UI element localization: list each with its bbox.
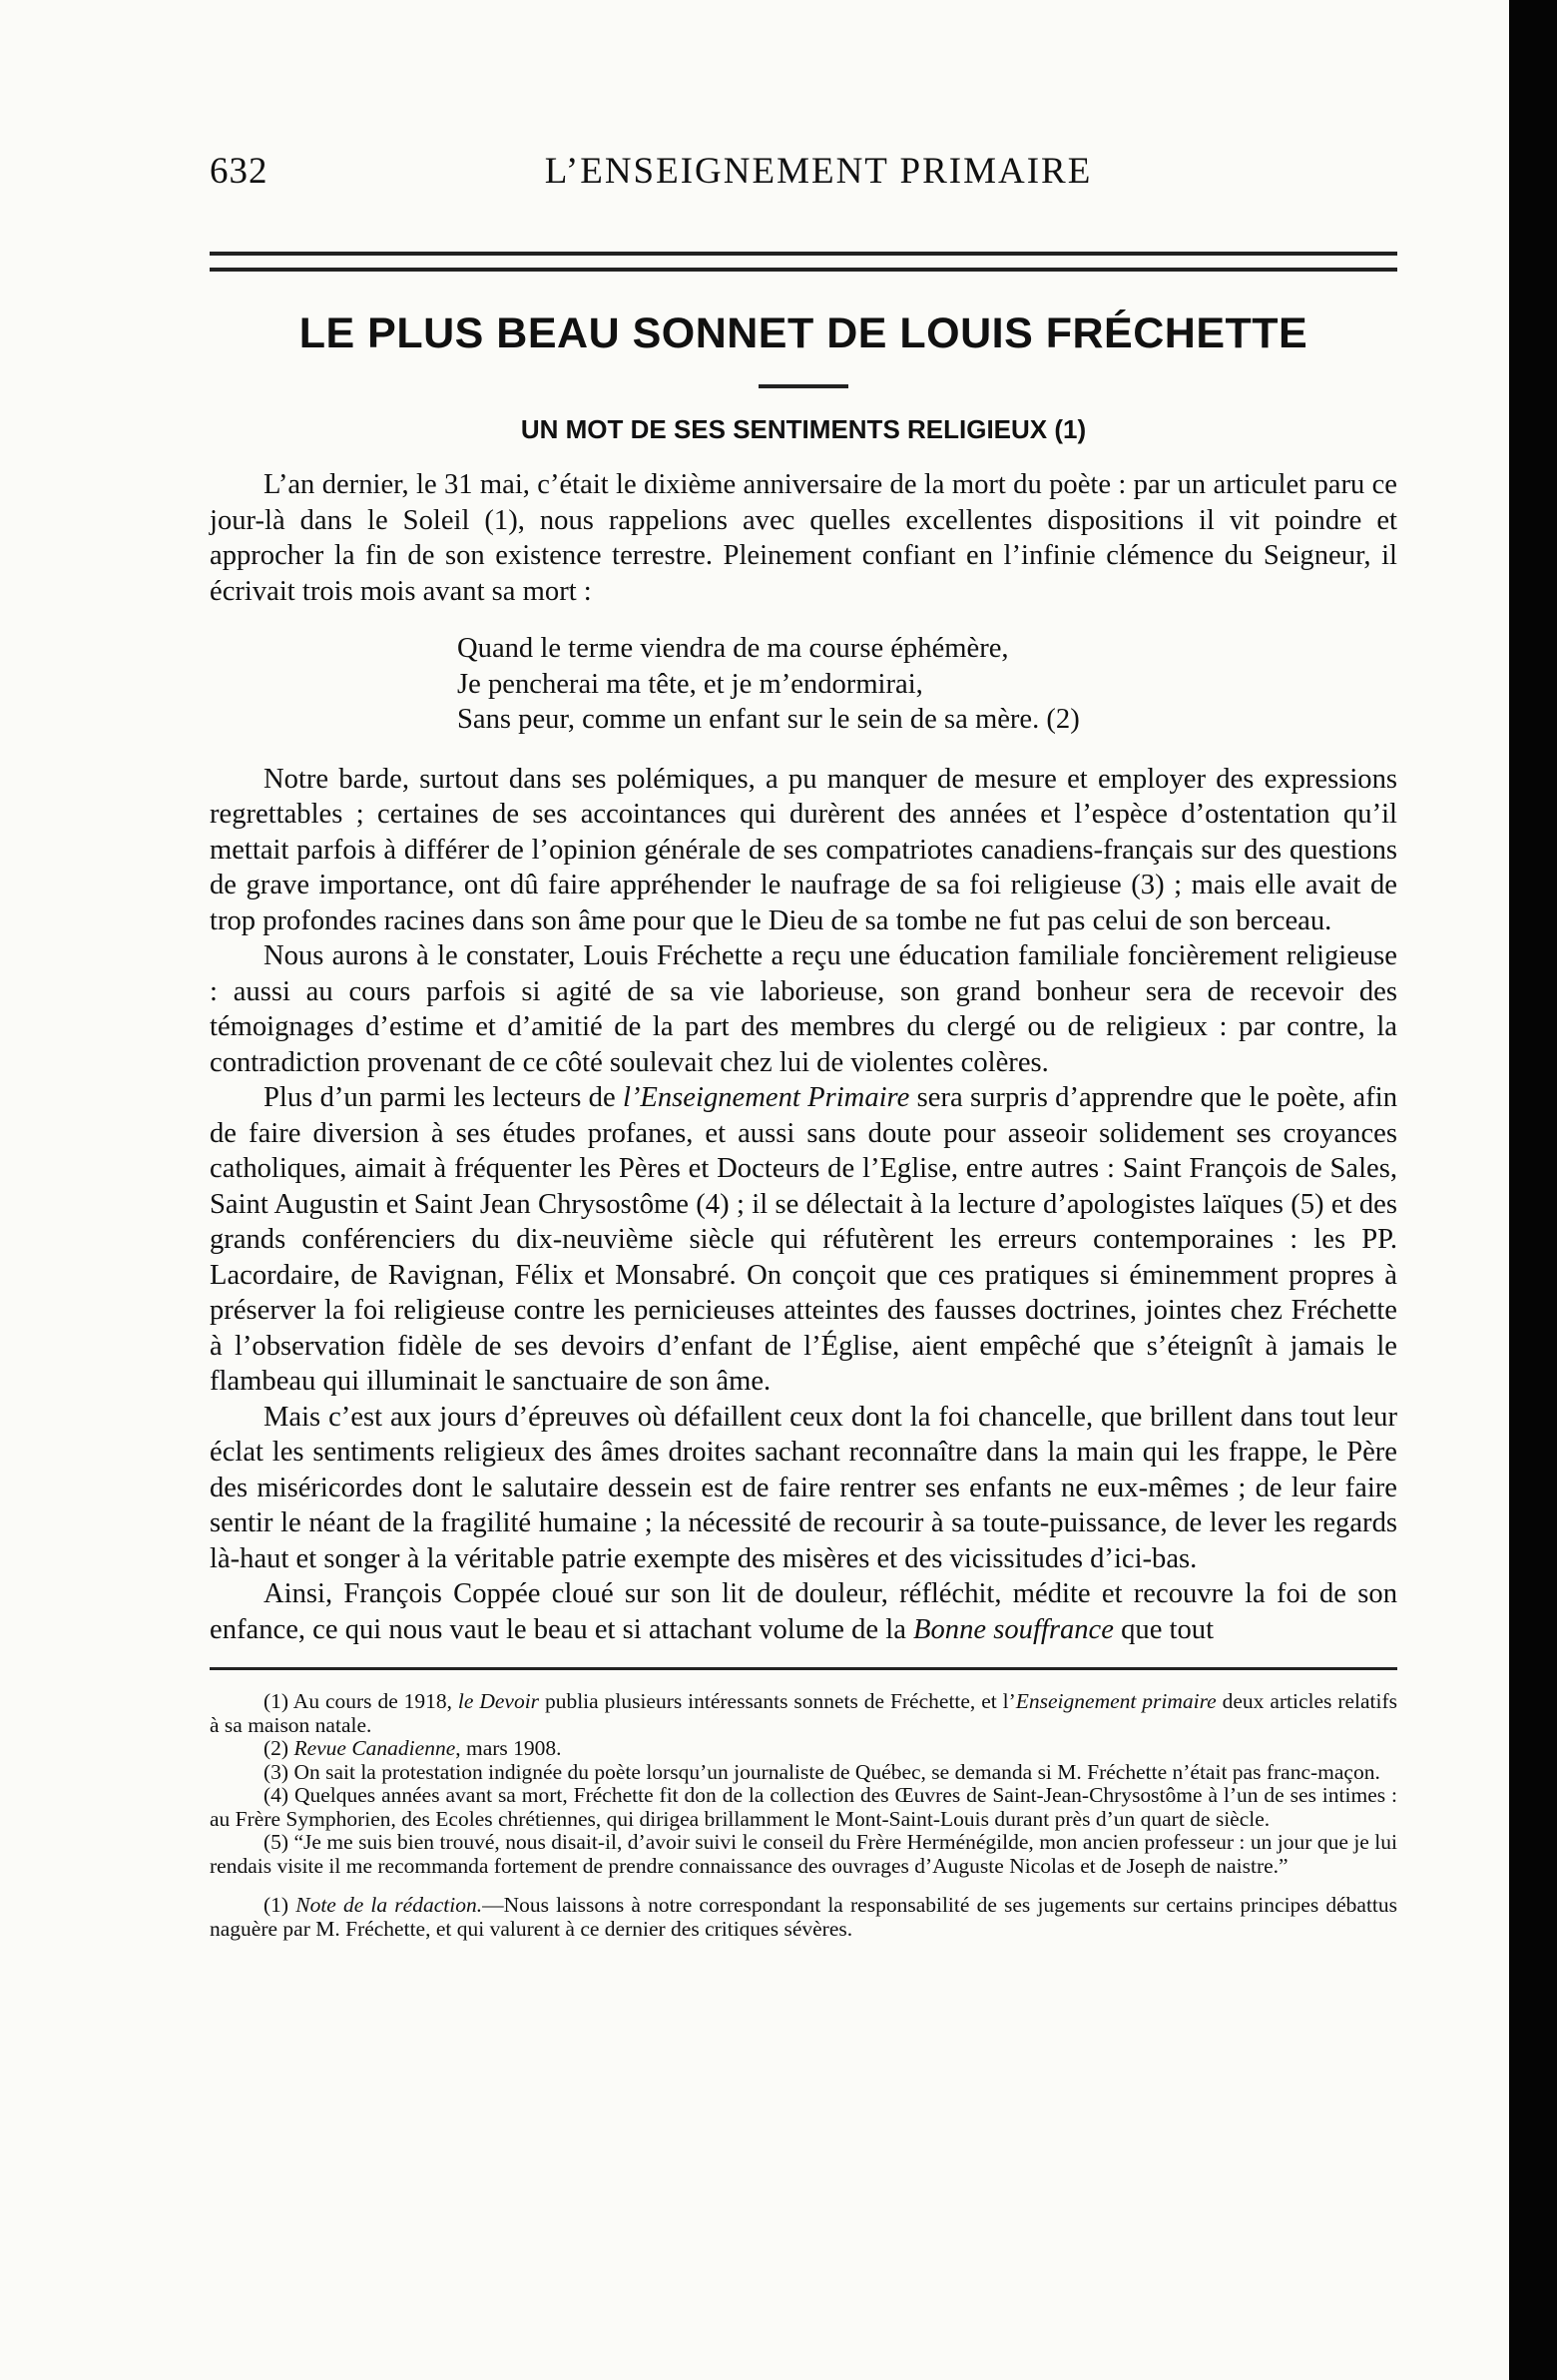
header-double-rule <box>210 252 1397 272</box>
verse-line-3: Sans peur, comme un enfant sur le sein de sa mère. (2) <box>457 704 1080 735</box>
footnote-2: (2) Revue Canadienne, mars 1908. <box>263 1736 562 1760</box>
journal-title: L’ENSEIGNEMENT PRIMAIRE <box>544 151 1093 192</box>
article-title: LE PLUS BEAU SONNET DE LOUIS FRÉCHETTE <box>298 309 1308 357</box>
paragraph-4-text-continued: sera surpris d’apprendre que le poète, afin de faire diversion à ses études profanes, et aussi sans doute pour asseoir solidement ses croyances catholiques, aimait à fréquenter les Pères et Docteurs de l’Eglise, entre autres : Saint François de Sales, Saint Augustin et Saint Jean Chrysostôme (4) ; il se délectait à la lecture d’apologistes laïques (5) et des grands conférenciers du dix-neuvième siècle qui réfutèrent les erreurs contemporaines : les PP. Lacordaire, de Ravignan, Félix et Monsabré. On conçoit que ces pratiques si éminemment propres à préserver la foi religieuse contre les pernicieuses atteintes des fausses doctrines, jointes chez Fréchette à l’observation fidèle de ses devoirs d’enfant de l’Église, aient empêché que s’éteignît à jamais le flambeau qui illuminait le sanctuaire de son âme. <box>210 1082 1397 1397</box>
footnote-4: (4) Quelques années avant sa mort, Fréchette fit don de la collection des Œuvres de Saint-Jean-Chrysostôme à l’un de ses intimes : au Frère Symphorien, des Ecoles chrétiennes, qui dirigea brillamment le Mont-Saint-Louis durant près d’un quart de siècle. <box>210 1783 1397 1831</box>
paragraph-5: Mais c’est aux jours d’épreuves où défaillent ceux dont la foi chancelle, que brillent dans tout leur éclat les sentiments religieux des âmes droites sachant reconnaître dans la main qui les frappe, le Père des miséricordes dont le salutaire dessein est de faire rentrer ses enfants ne eux-mêmes ; de leur faire sentir le néant de la fragilité humaine ; la nécessité de recourir à sa toute-puissance, de lever les regards là-haut et songer à la véritable patrie exempte des misères et des vicissitudes d’ici-bas. <box>210 1401 1397 1574</box>
page-content <box>210 150 1397 1941</box>
editorial-note: (1) Note de la rédaction.—Nous laissons à notre correspondant la responsabilité de ses jugements sur certains principes débattus naguère par M. Fréchette, et qui valurent à ce dernier des critiques sévères. <box>210 1893 1398 1941</box>
book-title-italic: Bonne souffrance <box>913 1613 1114 1645</box>
footnote-1: (1) Au cours de 1918, le Devoir publia plusieurs intéressants sonnets de Fréchette, et l’Enseignement primaire deux articles relatifs à sa maison natale. <box>210 1689 1398 1737</box>
footnotes <box>210 1690 1397 1941</box>
paragraph-4 <box>210 1080 1397 1400</box>
paragraph-1: L’an dernier, le 31 mai, c’était le dixième anniversaire de la mort du poète : par un articulet paru ce jour-là dans le Soleil (1), nous rappelions avec quelles excellentes dispositions il vit poindre et approcher la fin de son existence terrestre. Pleinement confiant en l’infinie clémence du Seigneur, il écrivait trois mois avant sa mort : <box>210 469 1397 607</box>
verse-line-2: Je pencherai ma tête, et je m’endormirai, <box>457 668 923 700</box>
footnote-5: (5) “Je me suis bien trouvé, nous disait-il, d’avoir suivi le conseil du Frère Herménégilde, mon ancien professeur : un jour que je lui rendais visite il me recommanda fortement de prendre connaissance des ouvrages d’Auguste Nicolas et de Joseph de naistre.” <box>210 1830 1397 1878</box>
article-body <box>210 467 1397 1647</box>
scan-border <box>1509 0 1557 2380</box>
paragraph-4-text: Plus d’un parmi les lecteurs de <box>263 1082 623 1113</box>
footnote-rule <box>210 1667 1397 1670</box>
verse-line-1: Quand le terme viendra de ma course éphémère, <box>457 633 1009 664</box>
page-number: 632 <box>210 151 268 192</box>
paragraph-3: Nous aurons à le constater, Louis Fréchette a reçu une éducation familiale foncièrement religieuse : aussi au cours parfois si agité de sa vie laborieuse, son grand bonheur sera de recevoir des témoignages d’estime et d’amitié de la part des membres du clergé ou de religieux : par contre, la contradiction provenant de ce côté soulevait chez lui de violentes colères. <box>210 940 1397 1078</box>
running-header <box>210 150 1397 210</box>
journal-name-italic: l’Enseignement Primaire <box>622 1082 910 1113</box>
paragraph-2: Notre barde, surtout dans ses polémiques, a pu manquer de mesure et employer des expressions regrettables ; certaines de ses accointances qui durèrent des années et l’espèce d’ostentation qu’il mettait parfois à différer de l’opinion générale de ses compatriotes canadiens-français sur des questions de grave importance, ont dû faire appréhender le naufrage de sa foi religieuse (3) ; mais elle avait de trop profondes racines dans son âme pour que le Dieu de sa tombe ne fut pas celui de son berceau. <box>210 763 1397 936</box>
verse-quote <box>457 631 1397 738</box>
title-divider <box>759 384 848 388</box>
footnote-3: (3) On sait la protestation indignée du poète lorsqu’un journaliste de Québec, se demanda si M. Fréchette n’était pas franc-maçon. <box>263 1759 1380 1784</box>
paragraph-6-text: Ainsi, François Coppée cloué sur son lit de douleur, réfléchit, médite et recouvre la foi de son enfance, ce qui nous vaut le beau et si attachant volume de la <box>210 1578 1397 1645</box>
paragraph-6 <box>210 1576 1397 1647</box>
article-subtitle: UN MOT DE SES SENTIMENTS RELIGIEUX (1) <box>520 414 1087 444</box>
paragraph-6-text-continued: que tout <box>1113 1613 1215 1645</box>
